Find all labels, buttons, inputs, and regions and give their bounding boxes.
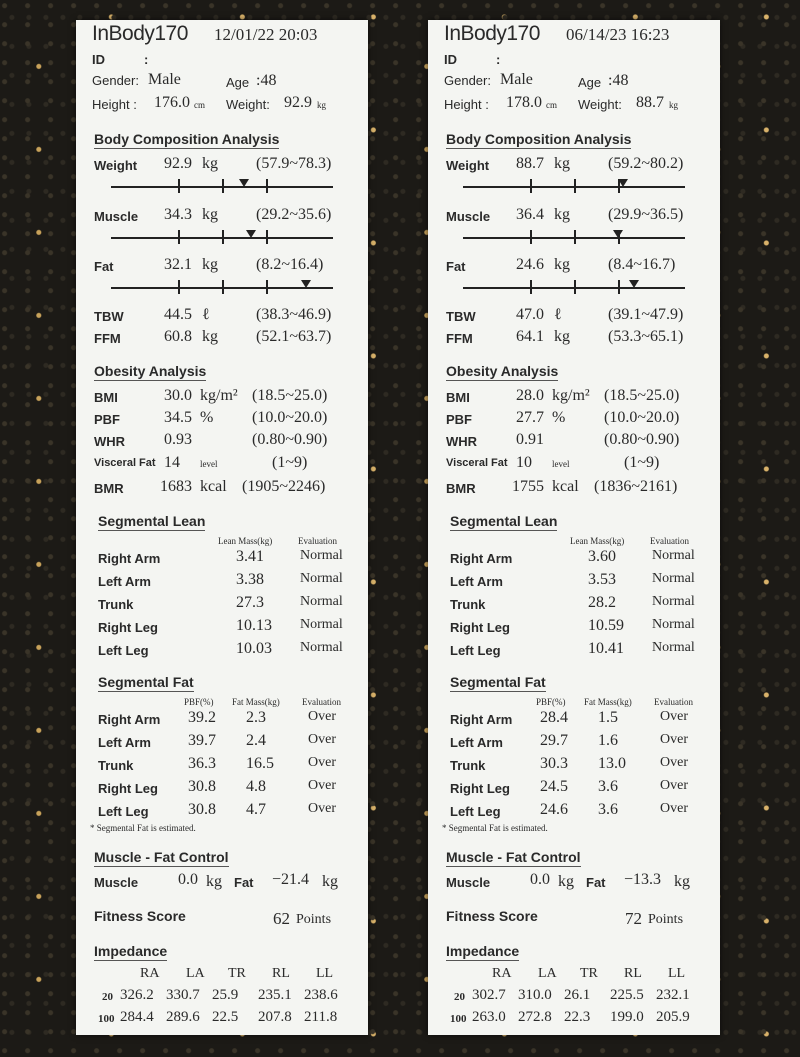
impedance-column-header: LL [668, 966, 686, 981]
fat-pbf-value: 36.3 [188, 755, 216, 772]
fat-pbf-value: 24.5 [540, 778, 568, 795]
impedance-value: 225.5 [610, 987, 644, 1003]
lean-segment-label: Left Arm [98, 574, 151, 589]
obesity-range: (1~9) [624, 454, 660, 471]
age-label: Age [226, 75, 250, 90]
section-title-segmental-lean: Segmental Lean [98, 513, 206, 529]
lean-segment-label: Left Leg [98, 643, 149, 658]
impedance-frequency: 100 [98, 1013, 115, 1025]
bca-unit: kg [554, 256, 570, 273]
fat-mass-value: 2.3 [246, 709, 266, 726]
print-datetime: 06/14/23 16:23 [566, 25, 670, 44]
section-title-segmental-fat: Segmental Fat [98, 674, 194, 690]
bca-value: 44.5 [164, 306, 192, 323]
bca-gauge [463, 179, 685, 193]
fat-evaluation: Over [660, 778, 688, 793]
bca-label: Fat [446, 259, 466, 274]
fat-evaluation: Over [308, 709, 336, 724]
gauge-tick [266, 179, 268, 193]
lean-evaluation: Normal [652, 548, 695, 563]
height-label: Height : [444, 97, 489, 112]
impedance-column-header: TR [228, 966, 246, 981]
obesity-unit: level [552, 459, 570, 469]
weight-header-value: 92.9 [284, 94, 312, 111]
section-title-segmental-lean: Segmental Lean [450, 513, 558, 529]
gauge-tick [530, 179, 532, 193]
section-title-segmental-fat: Segmental Fat [450, 674, 546, 690]
bca-value: 36.4 [516, 206, 544, 223]
gauge-tick [266, 280, 268, 294]
section-title-impedance: Impedance [446, 943, 520, 959]
bca-label: Fat [94, 259, 114, 274]
impedance-value: 310.0 [518, 987, 552, 1003]
impedance-column-header: RA [140, 966, 160, 981]
fat-segment-label: Right Arm [98, 712, 161, 727]
obesity-range: (0.80~0.90) [604, 431, 680, 448]
obesity-range: (18.5~25.0) [252, 387, 328, 404]
bca-range: (38.3~46.9) [256, 306, 332, 323]
gender-label: Gender: [444, 73, 491, 88]
id-label: ID [92, 52, 105, 67]
obesity-unit: % [200, 409, 214, 426]
height-unit: cm [546, 100, 557, 110]
fat-header-mass: Fat Mass(kg) [584, 697, 632, 707]
bca-value: 92.9 [164, 155, 192, 172]
impedance-value: 330.7 [166, 987, 200, 1003]
mfc-muscle-unit: kg [206, 873, 222, 890]
obesity-value: 27.7 [516, 409, 544, 426]
impedance-value: 284.4 [120, 1009, 154, 1025]
bca-range: (52.1~63.7) [256, 328, 332, 345]
bca-label: Muscle [94, 209, 139, 224]
fat-mass-value: 4.7 [246, 801, 266, 818]
mfc-muscle-value: 0.0 [178, 871, 198, 888]
height-value: 176.0 [154, 94, 190, 111]
bca-unit: ℓ [202, 306, 210, 323]
fat-segment-label: Right Leg [450, 781, 510, 796]
obesity-value: 1683 [160, 478, 192, 495]
bca-gauge [463, 280, 685, 294]
fat-mass-value: 1.6 [598, 732, 618, 749]
fat-evaluation: Over [308, 755, 336, 770]
fat-segment-label: Trunk [450, 758, 486, 773]
obesity-unit: % [552, 409, 566, 426]
mfc-muscle-label: Muscle [446, 875, 491, 890]
impedance-value: 25.9 [212, 987, 239, 1003]
lean-header-evaluation: Evaluation [298, 536, 337, 546]
fat-evaluation: Over [660, 732, 688, 747]
bca-label: FFM [94, 331, 121, 346]
fat-mass-value: 3.6 [598, 778, 618, 795]
obesity-range: (1836~2161) [594, 478, 678, 495]
gauge-tick [530, 280, 532, 294]
impedance-column-header: RL [624, 966, 642, 981]
bca-gauge [111, 179, 333, 193]
bca-value: 32.1 [164, 256, 192, 273]
obesity-value: 10 [516, 454, 532, 471]
weight-header-unit: kg [317, 100, 326, 110]
impedance-column-header: LL [316, 966, 334, 981]
fat-evaluation: Over [660, 801, 688, 816]
bca-range: (8.4~16.7) [608, 256, 676, 273]
obesity-label: BMI [94, 390, 118, 405]
lean-mass-value: 10.41 [588, 640, 624, 657]
obesity-unit: kcal [200, 478, 227, 495]
bca-unit: ℓ [554, 306, 562, 323]
fat-evaluation: Over [660, 755, 688, 770]
id-separator: : [496, 52, 501, 67]
obesity-value: 14 [164, 454, 180, 471]
impedance-column-header: RL [272, 966, 290, 981]
bca-label: Muscle [446, 209, 491, 224]
impedance-value: 235.1 [258, 987, 292, 1003]
bca-gauge [111, 280, 333, 294]
fat-evaluation: Over [308, 732, 336, 747]
fitness-score-value: 72 [625, 909, 642, 928]
gauge-marker [613, 230, 623, 238]
lean-header-evaluation: Evaluation [650, 536, 689, 546]
fitness-score-unit: Points [648, 912, 684, 927]
impedance-value: 238.6 [304, 987, 338, 1003]
bca-range: (39.1~47.9) [608, 306, 684, 323]
impedance-value: 22.3 [564, 1009, 591, 1025]
lean-evaluation: Normal [652, 617, 695, 632]
bca-label: FFM [446, 331, 473, 346]
section-title-muscle-fat-control: Muscle - Fat Control [446, 849, 581, 865]
fitness-score-value: 62 [273, 909, 290, 928]
obesity-range: (0.80~0.90) [252, 431, 328, 448]
fat-header-pbf: PBF(%) [536, 697, 566, 707]
impedance-value: 22.5 [212, 1009, 239, 1025]
lean-mass-value: 3.38 [236, 571, 264, 588]
obesity-label: PBF [94, 412, 120, 427]
bca-range: (29.9~36.5) [608, 206, 684, 223]
obesity-label: BMR [94, 481, 124, 496]
fat-pbf-value: 28.4 [540, 709, 568, 726]
brand-title: InBody170 [92, 22, 188, 45]
impedance-frequency: 20 [102, 991, 113, 1003]
gender-label: Gender: [92, 73, 139, 88]
bca-label: TBW [446, 309, 476, 324]
segmental-fat-note: * Segmental Fat is estimated. [442, 823, 548, 833]
lean-evaluation: Normal [300, 548, 343, 563]
age-label: Age [578, 75, 602, 90]
gauge-tick [178, 280, 180, 294]
obesity-label: WHR [446, 434, 478, 449]
lean-segment-label: Left Arm [450, 574, 503, 589]
fat-segment-label: Right Leg [98, 781, 158, 796]
fat-evaluation: Over [308, 778, 336, 793]
fat-evaluation: Over [308, 801, 336, 816]
section-title-fitness-score: Fitness Score [94, 908, 186, 924]
lean-segment-label: Left Leg [450, 643, 501, 658]
bca-unit: kg [202, 256, 218, 273]
receipt-left [76, 20, 368, 1035]
fat-mass-value: 3.6 [598, 801, 618, 818]
fat-header-evaluation: Evaluation [654, 697, 693, 707]
bca-gauge [111, 230, 333, 244]
gauge-marker [246, 230, 256, 238]
fat-segment-label: Right Arm [450, 712, 513, 727]
fat-pbf-value: 30.8 [188, 778, 216, 795]
obesity-label: PBF [446, 412, 472, 427]
bca-unit: kg [554, 206, 570, 223]
obesity-value: 0.93 [164, 431, 192, 448]
lean-mass-value: 10.13 [236, 617, 272, 634]
obesity-unit: level [200, 459, 218, 469]
bca-range: (8.2~16.4) [256, 256, 324, 273]
gauge-tick [222, 280, 224, 294]
gauge-tick [574, 280, 576, 294]
gender-value: Male [500, 71, 533, 88]
impedance-value: 205.9 [656, 1009, 690, 1025]
fat-segment-label: Left Arm [98, 735, 151, 750]
receipt-right [428, 20, 720, 1035]
bca-value: 60.8 [164, 328, 192, 345]
fat-pbf-value: 30.8 [188, 801, 216, 818]
impedance-value: 263.0 [472, 1009, 506, 1025]
obesity-range: (1~9) [272, 454, 308, 471]
gauge-tick [222, 230, 224, 244]
fat-segment-label: Left Leg [450, 804, 501, 819]
bca-value: 24.6 [516, 256, 544, 273]
gauge-tick [222, 179, 224, 193]
bca-value: 34.3 [164, 206, 192, 223]
bca-value: 64.1 [516, 328, 544, 345]
fat-mass-value: 13.0 [598, 755, 626, 772]
lean-header-mass: Lean Mass(kg) [570, 536, 625, 546]
lean-segment-label: Right Arm [450, 551, 513, 566]
fat-mass-value: 16.5 [246, 755, 274, 772]
weight-label: Weight: [578, 97, 622, 112]
gauge-tick [266, 230, 268, 244]
bca-label: Weight [446, 158, 490, 173]
obesity-unit: kg/m² [552, 387, 590, 404]
obesity-unit: kcal [552, 478, 579, 495]
section-title-body-composition: Body Composition Analysis [94, 131, 280, 147]
lean-mass-value: 27.3 [236, 594, 264, 611]
obesity-label: WHR [94, 434, 126, 449]
obesity-range: (10.0~20.0) [252, 409, 328, 426]
lean-mass-value: 3.53 [588, 571, 616, 588]
bca-label: Weight [94, 158, 138, 173]
gauge-tick [574, 179, 576, 193]
lean-mass-value: 3.41 [236, 548, 264, 565]
fat-header-evaluation: Evaluation [302, 697, 341, 707]
fat-segment-label: Trunk [98, 758, 134, 773]
lean-mass-value: 3.60 [588, 548, 616, 565]
obesity-value: 34.5 [164, 409, 192, 426]
height-label: Height : [92, 97, 137, 112]
fat-header-mass: Fat Mass(kg) [232, 697, 280, 707]
fat-pbf-value: 30.3 [540, 755, 568, 772]
obesity-value: 1755 [512, 478, 544, 495]
gauge-tick [530, 230, 532, 244]
bca-range: (53.3~65.1) [608, 328, 684, 345]
fat-evaluation: Over [660, 709, 688, 724]
age-value: :48 [608, 72, 629, 89]
bca-range: (59.2~80.2) [608, 155, 684, 172]
bca-value: 47.0 [516, 306, 544, 323]
gauge-marker [301, 280, 311, 288]
fat-mass-value: 4.8 [246, 778, 266, 795]
weight-label: Weight: [226, 97, 270, 112]
section-title-impedance: Impedance [94, 943, 168, 959]
brand-title: InBody170 [444, 22, 540, 45]
lean-segment-label: Right Leg [98, 620, 158, 635]
lean-mass-value: 28.2 [588, 594, 616, 611]
segmental-fat-note: * Segmental Fat is estimated. [90, 823, 196, 833]
lean-segment-label: Right Arm [98, 551, 161, 566]
impedance-value: 207.8 [258, 1009, 292, 1025]
obesity-label: Visceral Fat [94, 457, 156, 469]
section-title-obesity: Obesity Analysis [446, 363, 559, 379]
impedance-value: 232.1 [656, 987, 690, 1003]
height-unit: cm [194, 100, 205, 110]
bca-value: 88.7 [516, 155, 544, 172]
mfc-fat-label: Fat [234, 875, 254, 890]
bca-unit: kg [554, 328, 570, 345]
obesity-value: 30.0 [164, 387, 192, 404]
gauge-marker [618, 179, 628, 187]
bca-unit: kg [202, 206, 218, 223]
lean-evaluation: Normal [652, 594, 695, 609]
obesity-label: Visceral Fat [446, 457, 508, 469]
bca-range: (57.9~78.3) [256, 155, 332, 172]
gauge-tick [178, 230, 180, 244]
obesity-range: (18.5~25.0) [604, 387, 680, 404]
lean-evaluation: Normal [652, 640, 695, 655]
weight-header-value: 88.7 [636, 94, 664, 111]
fat-pbf-value: 39.7 [188, 732, 216, 749]
fat-pbf-value: 39.2 [188, 709, 216, 726]
bca-unit: kg [202, 155, 218, 172]
fat-header-pbf: PBF(%) [184, 697, 214, 707]
impedance-value: 326.2 [120, 987, 154, 1003]
impedance-column-header: TR [580, 966, 598, 981]
lean-evaluation: Normal [300, 571, 343, 586]
id-label: ID [444, 52, 457, 67]
gauge-marker [239, 179, 249, 187]
lean-segment-label: Trunk [450, 597, 486, 612]
impedance-value: 272.8 [518, 1009, 552, 1025]
impedance-frequency: 20 [454, 991, 465, 1003]
gauge-tick [178, 179, 180, 193]
obesity-label: BMR [446, 481, 476, 496]
mfc-fat-label: Fat [586, 875, 606, 890]
lean-evaluation: Normal [300, 617, 343, 632]
impedance-value: 199.0 [610, 1009, 644, 1025]
lean-mass-value: 10.03 [236, 640, 272, 657]
lean-segment-label: Right Leg [450, 620, 510, 635]
bca-label: TBW [94, 309, 124, 324]
impedance-value: 289.6 [166, 1009, 200, 1025]
obesity-range: (1905~2246) [242, 478, 326, 495]
lean-mass-value: 10.59 [588, 617, 624, 634]
impedance-value: 26.1 [564, 987, 591, 1003]
bca-gauge [463, 230, 685, 244]
fat-pbf-value: 24.6 [540, 801, 568, 818]
bca-unit: kg [202, 328, 218, 345]
fat-pbf-value: 29.7 [540, 732, 568, 749]
impedance-value: 302.7 [472, 987, 506, 1003]
height-value: 178.0 [506, 94, 542, 111]
lean-evaluation: Normal [300, 640, 343, 655]
lean-evaluation: Normal [300, 594, 343, 609]
obesity-value: 28.0 [516, 387, 544, 404]
impedance-column-header: LA [538, 966, 557, 981]
gauge-tick [574, 230, 576, 244]
gauge-tick [618, 280, 620, 294]
mfc-muscle-value: 0.0 [530, 871, 550, 888]
weight-header-unit: kg [669, 100, 678, 110]
gauge-marker [629, 280, 639, 288]
fitness-score-unit: Points [296, 912, 332, 927]
mfc-fat-value: −21.4 [272, 871, 310, 888]
impedance-column-header: LA [186, 966, 205, 981]
fat-mass-value: 1.5 [598, 709, 618, 726]
mfc-fat-unit: kg [322, 873, 338, 890]
lean-evaluation: Normal [652, 571, 695, 586]
obesity-label: BMI [446, 390, 470, 405]
bca-unit: kg [554, 155, 570, 172]
section-title-muscle-fat-control: Muscle - Fat Control [94, 849, 229, 865]
fat-segment-label: Left Arm [450, 735, 503, 750]
impedance-frequency: 100 [450, 1013, 467, 1025]
mfc-fat-unit: kg [674, 873, 690, 890]
section-title-fitness-score: Fitness Score [446, 908, 538, 924]
obesity-range: (10.0~20.0) [604, 409, 680, 426]
fat-segment-label: Left Leg [98, 804, 149, 819]
section-title-body-composition: Body Composition Analysis [446, 131, 632, 147]
obesity-unit: kg/m² [200, 387, 238, 404]
lean-header-mass: Lean Mass(kg) [218, 536, 273, 546]
mfc-fat-value: −13.3 [624, 871, 662, 888]
lean-segment-label: Trunk [98, 597, 134, 612]
age-value: :48 [256, 72, 277, 89]
bca-range: (29.2~35.6) [256, 206, 332, 223]
impedance-value: 211.8 [304, 1009, 338, 1025]
mfc-muscle-label: Muscle [94, 875, 139, 890]
section-title-obesity: Obesity Analysis [94, 363, 207, 379]
gender-value: Male [148, 71, 181, 88]
mfc-muscle-unit: kg [558, 873, 574, 890]
obesity-value: 0.91 [516, 431, 544, 448]
print-datetime: 12/01/22 20:03 [214, 25, 318, 44]
fat-mass-value: 2.4 [246, 732, 266, 749]
id-separator: : [144, 52, 149, 67]
impedance-column-header: RA [492, 966, 512, 981]
